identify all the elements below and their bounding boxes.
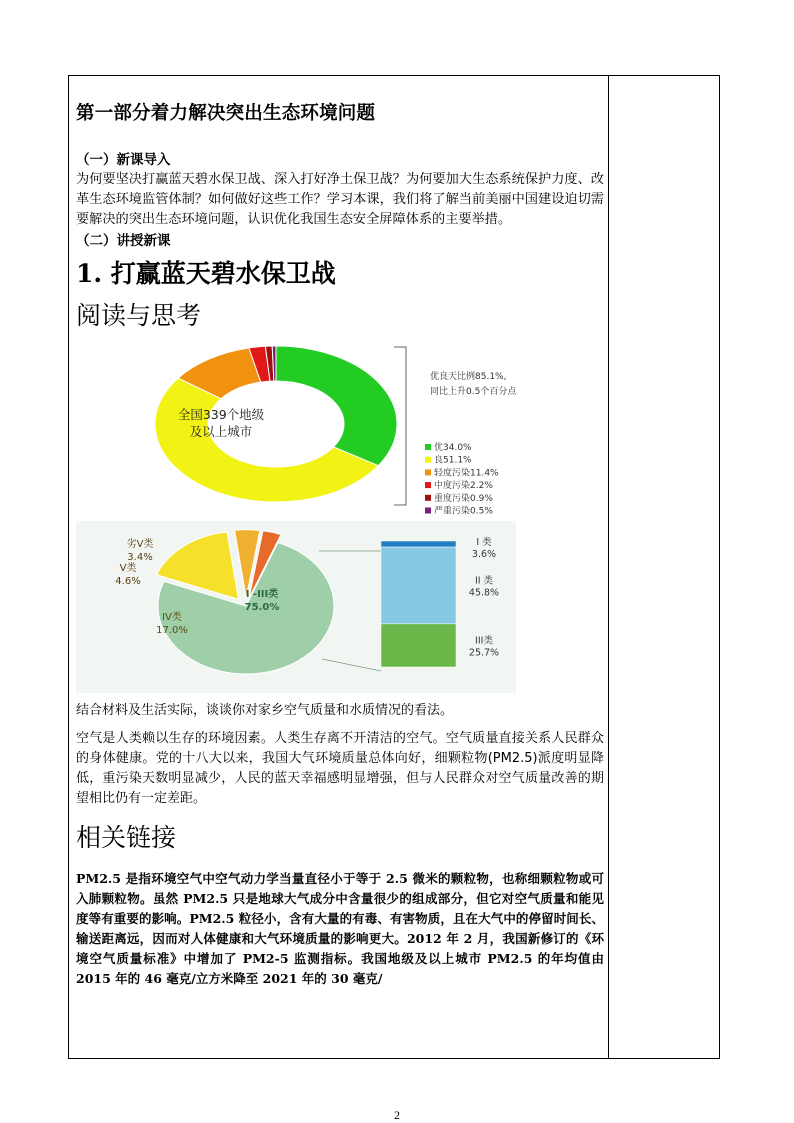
pie-value-i-iii: 75.0%	[244, 601, 280, 613]
air-quality-donut	[76, 337, 604, 515]
pie-value-v: 4.6%	[115, 575, 141, 587]
heading-read-think: 阅读与思考	[76, 300, 202, 330]
donut-center-line2: 及以上城市	[189, 423, 253, 439]
pm25-paragraph: PM2.5 是指环境空气中空气动力学当量直径小于等于 2.5 微米的颗粒物，也称细颗粒物或可入肺颗粒物。虽然 PM2.5 只是地球大气成分中含量很少的组成部分，但它对空气质量和能见度等有重要的影响。PM2.5 粒径小，含有大量的有毒、有害物质，且在大气中的停留时间长、输送距离远，因而对人体健康和大气环境质量的影响更大。2012 年 2 月，我国新修订的《环境空气质量标准》中增加了 PM2-5 监测指标。我国地级及以上城市 PM2.5 的年均值由 2015 年的 46 毫克/立方米降至 2021 年的 30 毫克/	[76, 870, 604, 986]
bar-segment-2	[381, 623, 456, 666]
bar-label-1: II 类	[474, 575, 494, 587]
legend-label-4: 重度污染0.9%	[434, 493, 493, 504]
donut-center-line1: 全国339个地级	[177, 406, 265, 422]
air-quality-chart	[76, 337, 604, 515]
water-quality-chart	[76, 521, 516, 693]
legend-swatch-0	[425, 444, 431, 450]
answer-paragraph: 空气是人类赖以生存的环境因素。人类生存离不开清洁的空气。空气质量直接关系人民群众的身体健康。党的十八大以来，我国大气环境质量总体向好，细颗粒物(PM2.5)派度明显降低，重污染天数明显减少，人民的蓝天幸福感明显增强，但与人民群众对空气质量改善的期望相比仍有一定差距。	[76, 730, 604, 806]
heading-related-links: 相关链接	[76, 822, 177, 852]
bar-value-2: 25.7%	[468, 647, 500, 659]
pie-value-iv: 17.0%	[156, 624, 188, 636]
legend-label-0: 优34.0%	[434, 442, 472, 453]
legend-swatch-4	[425, 494, 431, 500]
legend-label-5: 严重污染0.5%	[434, 506, 493, 515]
bar-value-0: 3.6%	[471, 548, 497, 560]
section-label-intro: （一）新课导入	[76, 152, 171, 168]
bar-label-2: III类	[475, 635, 493, 647]
legend-swatch-3	[425, 482, 431, 488]
pie-label-worse-v: 劣V类	[126, 538, 154, 550]
legend-swatch-2	[425, 469, 431, 475]
pie-label-iv: IV类	[162, 611, 182, 623]
bar-segment-1	[381, 547, 456, 624]
page-number: 2	[394, 1108, 400, 1122]
prompt-text: 结合材料及生活实际，谈谈你对家乡空气质量和水质情况的看法。	[76, 702, 454, 718]
legend-swatch-5	[425, 507, 431, 513]
legend-label-2: 轻度污染11.4%	[434, 468, 499, 479]
part-title: 第一部分着力解决突出生态环境问题	[76, 103, 376, 124]
bar-segment-0	[381, 541, 456, 547]
section-label-lecture: （二）讲授新课	[76, 232, 171, 249]
annotation-line1: 优良天比例85.1%,	[430, 371, 507, 382]
pie-label-i-iii: I -III类	[245, 588, 279, 600]
legend-label-1: 良51.1%	[434, 455, 472, 466]
pie-value-worse-v: 3.4%	[127, 551, 153, 563]
table-column-divider	[608, 75, 609, 1059]
bar-value-1: 45.8%	[468, 587, 500, 599]
connector-bottom	[322, 659, 381, 671]
pie-label-v: V类	[119, 562, 137, 574]
legend-swatch-1	[425, 456, 431, 462]
bar-label-0: I 类	[476, 536, 492, 548]
main-content	[76, 100, 604, 989]
annotation-line2: 同比上升0.5个百分点	[430, 386, 517, 397]
intro-paragraph: 为何要坚决打赢蓝天碧水保卫战、深入打好净土保卫战？为何要加大生态系统保护力度、改革生态环境监管体制？如何做好这些工作？学习本课，我们将了解当前美丽中国建设迫切需要解决的突出生态环境问题，认识优化我国生态安全屏障体系的主要举措。	[76, 172, 604, 228]
legend-label-3: 中度污染2.2%	[434, 480, 493, 491]
water-quality-pie	[76, 521, 516, 693]
heading-blue-sky: 1. 打赢蓝天碧水保卫战	[76, 258, 336, 288]
